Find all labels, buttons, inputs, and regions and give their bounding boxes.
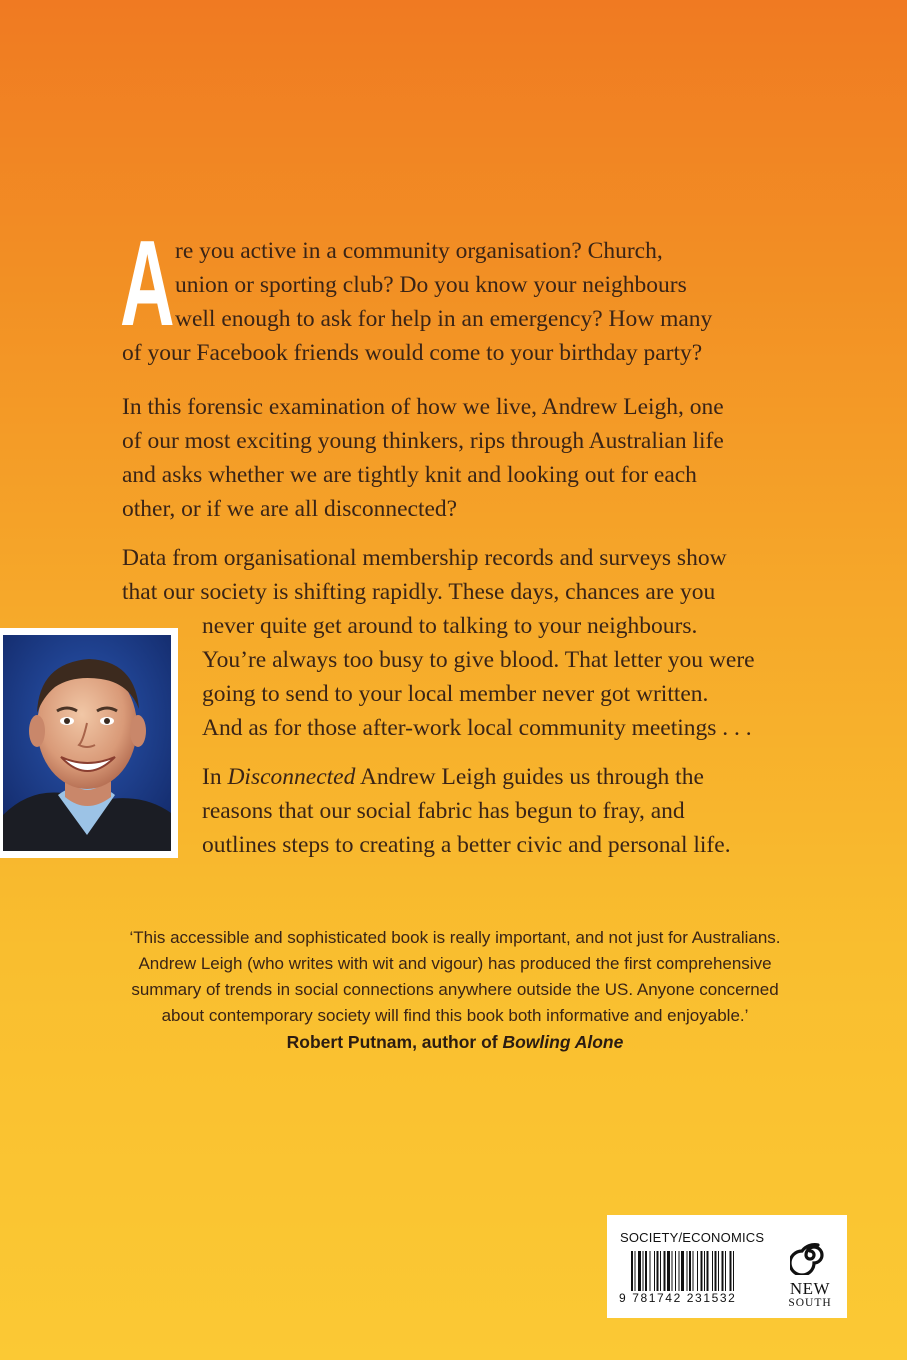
- barcode-bar: [707, 1251, 709, 1291]
- barcode-bar: [704, 1251, 705, 1291]
- barcode-bar: [701, 1251, 703, 1291]
- text-line: other, or if we are all disconnected?: [122, 496, 458, 522]
- barcode-bar: [654, 1251, 655, 1291]
- text-fragment: In: [202, 764, 228, 790]
- review-quote: [100, 925, 810, 1055]
- quote-line: ‘This accessible and sophisticated book is really important, and not just for Australians.: [129, 928, 781, 947]
- barcode-bar: [657, 1251, 659, 1291]
- attribution-book-title: Bowling Alone: [502, 1032, 624, 1052]
- barcode-panel: [607, 1215, 847, 1318]
- barcode-bar: [645, 1251, 647, 1291]
- barcode-bar: [672, 1251, 673, 1291]
- text-line: reasons that our social fabric has begun to fray, and: [202, 798, 685, 824]
- barcode-bar: [722, 1251, 724, 1291]
- quote-attribution: [100, 1029, 810, 1055]
- paragraph-data: [122, 541, 755, 745]
- barcode-bar: [725, 1251, 726, 1291]
- text-line: [202, 760, 731, 794]
- barcode-bar: [631, 1251, 633, 1291]
- barcode-bar: [675, 1251, 676, 1291]
- text-line: that our society is shifting rapidly. These days, chances are you: [122, 579, 716, 605]
- paragraph-intro: [120, 215, 713, 370]
- publisher-name: [781, 1281, 839, 1311]
- text-line: re you active in a community organisation? Church,: [175, 238, 663, 264]
- quote-line: Andrew Leigh (who writes with wit and vigour) has produced the first comprehensive: [138, 954, 772, 973]
- book-title: Disconnected: [227, 764, 356, 790]
- barcode-bar: [697, 1251, 698, 1291]
- publisher-line-2: SOUTH: [788, 1297, 832, 1309]
- drop-cap-letter: A: [120, 215, 174, 351]
- text-line: In this forensic examination of how we live, Andrew Leigh, one: [122, 394, 724, 420]
- barcode-bar: [638, 1251, 641, 1291]
- author-portrait-icon: [3, 635, 171, 851]
- text-line: outlines steps to creating a better civic and personal life.: [202, 832, 731, 858]
- barcode-bar: [733, 1251, 734, 1291]
- quote-line: about contemporary society will find this book both informative and enjoyable.’: [161, 1006, 749, 1025]
- barcode-bar: [718, 1251, 719, 1291]
- text-line: of your Facebook friends would come to your birthday party?: [122, 340, 703, 366]
- author-photo: [0, 628, 178, 858]
- category-label: SOCIETY/ECONOMICS: [620, 1230, 765, 1245]
- barcode-bar: [689, 1251, 691, 1291]
- barcode-bar: [679, 1251, 680, 1291]
- barcode-bar: [664, 1251, 666, 1291]
- text-line: never quite get around to talking to your neighbours.: [202, 613, 698, 639]
- barcode-bar: [715, 1251, 717, 1291]
- text-line: And as for those after-work local community meetings . . .: [202, 715, 752, 741]
- quote-line: summary of trends in social connections anywhere outside the US. Anyone concerned: [131, 980, 779, 999]
- barcode-bar: [712, 1251, 713, 1291]
- barcode-bar: [730, 1251, 732, 1291]
- text-line: Data from organisational membership records and surveys show: [122, 545, 727, 571]
- attribution-text: Robert Putnam, author of: [286, 1032, 503, 1052]
- barcode-bar: [687, 1251, 688, 1291]
- barcode-bar: [650, 1251, 651, 1291]
- text-line: union or sporting club? Do you know your neighbours: [175, 272, 687, 298]
- text-line: You’re always too busy to give blood. That letter you were: [202, 647, 755, 673]
- text-line: of our most exciting young thinkers, rips through Australian life: [122, 428, 724, 454]
- barcode-bar: [667, 1251, 670, 1291]
- barcode-bar: [643, 1251, 644, 1291]
- paragraph-disconnected: [202, 760, 731, 862]
- isbn-number: 9 781742 231532: [619, 1291, 737, 1305]
- barcode-bar: [693, 1251, 694, 1291]
- barcode-bar: [635, 1251, 636, 1291]
- barcode-bar: [660, 1251, 661, 1291]
- paragraph-examination: [122, 390, 724, 526]
- text-line: and asks whether we are tightly knit and looking out for each: [122, 462, 697, 488]
- text-fragment: Andrew Leigh guides us through the: [355, 764, 704, 790]
- publisher-line-1: NEW: [789, 1279, 831, 1298]
- spiral-logo-icon: [790, 1235, 830, 1275]
- text-line: well enough to ask for help in an emergency? How many: [175, 306, 713, 332]
- text-line: going to send to your local member never got written.: [202, 681, 709, 707]
- barcode-bar: [681, 1251, 684, 1291]
